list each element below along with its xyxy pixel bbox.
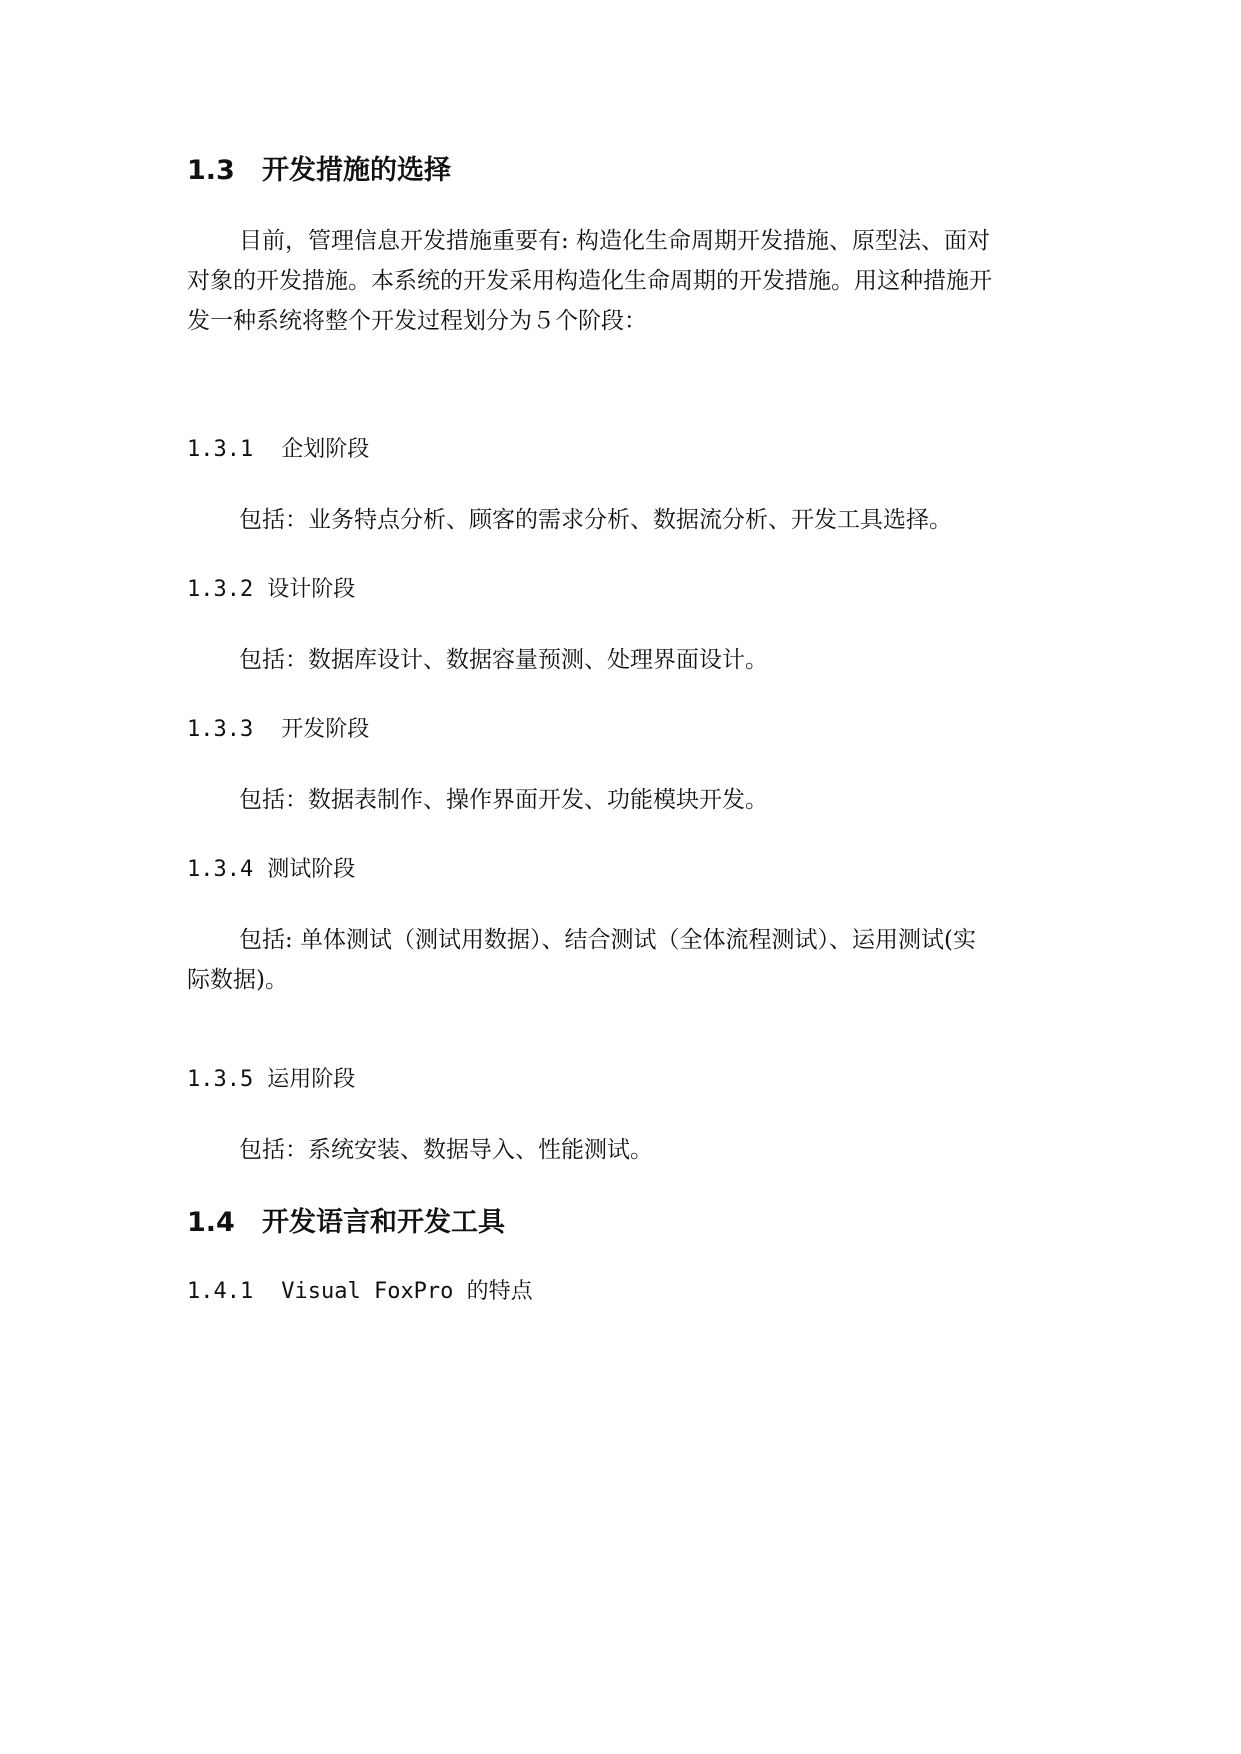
subsection-body: 包括：业务特点分析、顾客的需求分析、数据流分析、开发工具选择。: [239, 507, 952, 533]
subsection-title: 开发阶段: [281, 717, 370, 742]
subsection-body: [187, 925, 1052, 993]
subsection-body: 包括：系统安装、数据导入、性能测试。: [239, 1137, 653, 1163]
subsection-number: 1.3.5: [187, 1067, 254, 1092]
section-heading-1-4: [187, 1205, 505, 1241]
subsection-heading-1-3-1: [187, 435, 369, 465]
subsection-number: 1.4.1: [187, 1279, 254, 1304]
subsection-heading-1-3-5: [187, 1065, 355, 1095]
subsection-number: 1.3.3: [187, 717, 254, 742]
subsection-title: 企划阶段: [281, 437, 370, 462]
intro-paragraph: [187, 226, 1052, 334]
section-heading-1-3: [187, 153, 451, 189]
subsection-number: 1.3.4: [187, 857, 254, 882]
section-number: 1.3: [187, 155, 235, 186]
subsection-title: 运用阶段: [267, 1067, 356, 1092]
paragraph-line: 目前，管理信息开发措施重要有: 构造化生命周期开发措施、原型法、面对: [239, 228, 991, 254]
paragraph-line: 发一种系统将整个开发过程划分为５个阶段：: [187, 308, 647, 334]
subsection-body: 包括：数据表制作、操作界面开发、功能模块开发。: [239, 787, 768, 813]
section-title: 开发措施的选择: [262, 155, 451, 186]
subsection-title: 设计阶段: [267, 577, 356, 602]
subsection-number: 1.3.1: [187, 437, 254, 462]
section-title: 开发语言和开发工具: [262, 1207, 505, 1238]
subsection-title: Visual FoxPro 的特点: [281, 1279, 533, 1304]
subsection-number: 1.3.2: [187, 577, 254, 602]
subsection-heading-1-3-2: [187, 575, 355, 605]
paragraph-line: 包括: 单体测试（测试用数据）、结合测试（全体流程测试）、运用测试(实: [239, 927, 977, 953]
subsection-title: 测试阶段: [267, 857, 356, 882]
section-number: 1.4: [187, 1207, 235, 1238]
paragraph-line: 对象的开发措施。本系统的开发采用构造化生命周期的开发措施。用这种措施开: [187, 268, 992, 294]
subsection-body: 包括：数据库设计、数据容量预测、处理界面设计。: [239, 647, 768, 673]
subsection-heading-1-3-3: [187, 715, 369, 745]
subsection-heading-1-3-4: [187, 855, 355, 885]
paragraph-line: 际数据)。: [187, 967, 288, 993]
subsection-heading-1-4-1: [187, 1277, 533, 1307]
